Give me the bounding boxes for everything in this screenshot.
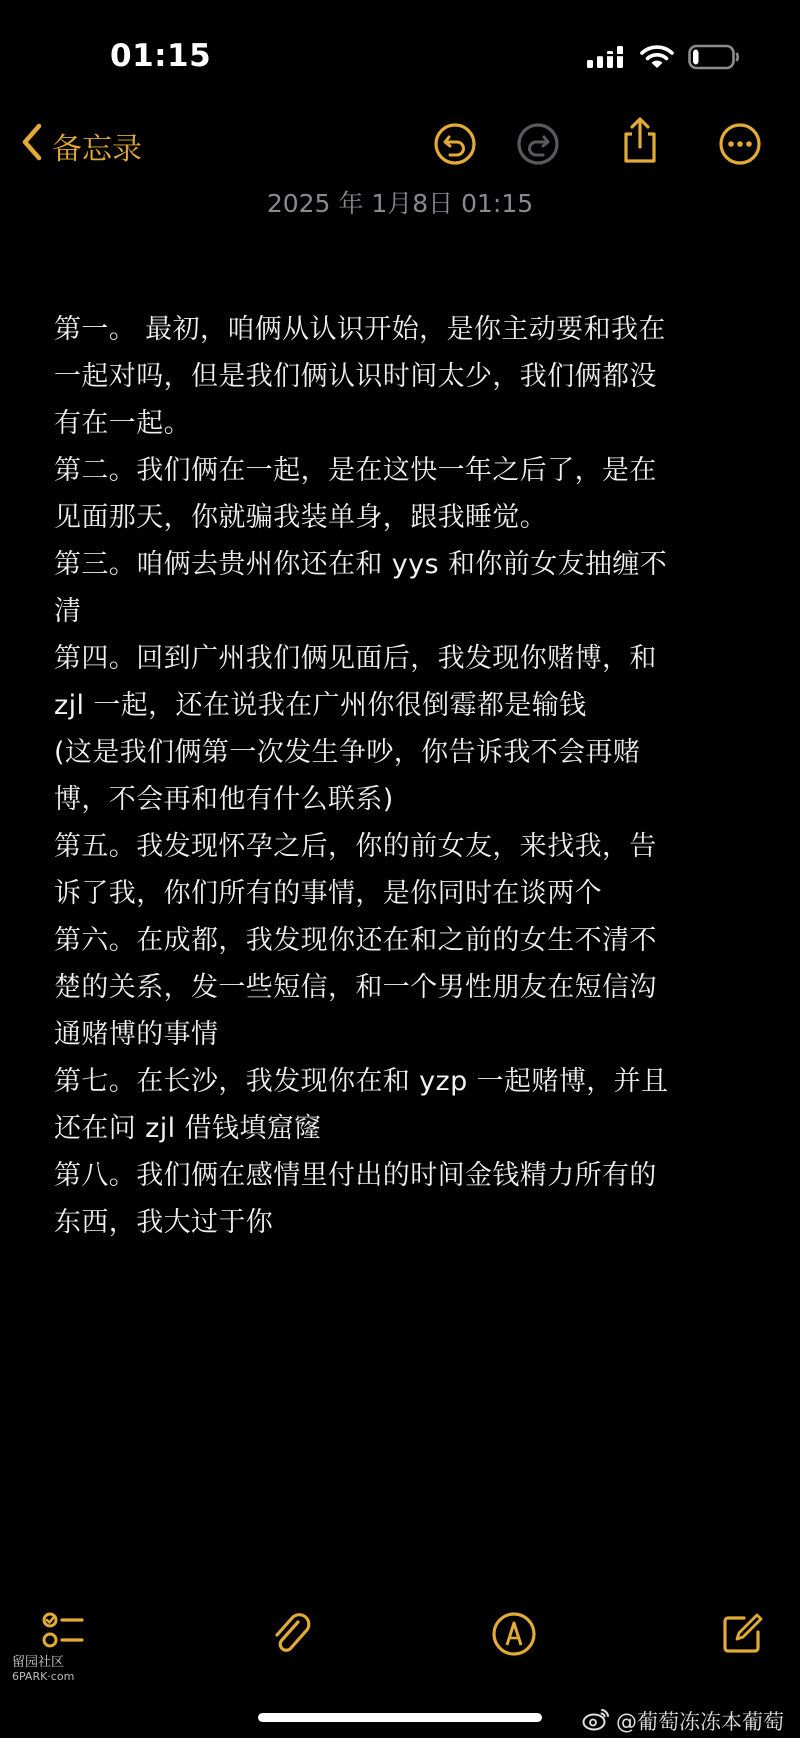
more-icon[interactable] bbox=[718, 122, 762, 166]
note-line: 诉了我，你们所有的事情，是你同时在谈两个 bbox=[54, 878, 602, 909]
note-line: 第七。在长沙，我发现你在和 yzp 一起赌博，并且 bbox=[54, 1066, 669, 1097]
note-line: 还在问 zjl 借钱填窟窿 bbox=[54, 1113, 322, 1144]
note-line: 第四。回到广州我们俩见面后，我发现你赌博，和 bbox=[54, 643, 657, 674]
chevron-left-icon bbox=[20, 122, 44, 170]
markup-icon[interactable] bbox=[490, 1610, 538, 1658]
note-line: 第五。我发现怀孕之后，你的前女友，来找我，告 bbox=[54, 831, 657, 862]
note-line: 第二。我们俩在一起，是在这快一年之后了，是在 bbox=[54, 455, 657, 486]
compose-icon[interactable] bbox=[718, 1610, 766, 1658]
home-indicator[interactable] bbox=[258, 1713, 542, 1722]
note-date: 2025 年 1月8日 01:15 bbox=[266, 189, 534, 218]
share-icon[interactable] bbox=[618, 116, 662, 160]
note-line: 清 bbox=[54, 596, 82, 627]
attachment-icon[interactable] bbox=[268, 1610, 316, 1658]
back-label: 备忘录 bbox=[52, 132, 142, 167]
nav-bar bbox=[0, 112, 800, 174]
note-line: 见面那天，你就骗我装单身，跟我睡觉。 bbox=[54, 502, 548, 533]
note-line: (这是我们俩第一次发生争吵，你告诉我不会再赌 bbox=[54, 737, 641, 768]
note-line: 第八。我们俩在感情里付出的时间金钱精力所有的 bbox=[54, 1160, 657, 1191]
back-button[interactable] bbox=[20, 122, 142, 170]
note-line: 东西，我大过于你 bbox=[54, 1207, 274, 1238]
checklist-icon[interactable] bbox=[38, 1610, 86, 1658]
battery-icon bbox=[688, 44, 740, 74]
note-line: 一起对吗，但是我们俩认识时间太少，我们俩都没 bbox=[54, 361, 657, 392]
weibo-icon bbox=[582, 1707, 610, 1736]
note-line: 楚的关系，发一些短信，和一个男性朋友在短信沟 bbox=[54, 972, 657, 1003]
note-line: 博，不会再和他有什么联系) bbox=[54, 784, 394, 815]
watermark-6park-title: 留园社区 bbox=[12, 1655, 65, 1670]
watermark-6park-sub: 6PARK·com bbox=[12, 1670, 75, 1683]
note-line: 有在一起。 bbox=[54, 408, 191, 439]
note-line: 第三。咱俩去贵州你还在和 yys 和你前女友抽缠不 bbox=[54, 549, 668, 580]
status-time: 01:15 bbox=[110, 38, 212, 74]
note-body[interactable] bbox=[54, 306, 754, 1246]
note-line: 通赌博的事情 bbox=[54, 1019, 219, 1050]
watermark-weibo-text: @葡萄冻冻本葡萄 bbox=[616, 1710, 784, 1734]
note-line: 第六。在成都，我发现你还在和之前的女生不清不 bbox=[54, 925, 657, 956]
redo-icon[interactable] bbox=[516, 122, 560, 166]
watermark-6park bbox=[12, 1656, 74, 1684]
undo-icon[interactable] bbox=[433, 122, 477, 166]
watermark-weibo bbox=[582, 1706, 784, 1736]
wifi-icon bbox=[640, 44, 674, 74]
status-bar bbox=[0, 0, 800, 110]
status-icons bbox=[586, 44, 740, 74]
note-line: zjl 一起，还在说我在广州你很倒霉都是输钱 bbox=[54, 690, 587, 721]
cellular-signal-icon bbox=[586, 45, 626, 73]
note-line: 第一。 最初，咱俩从认识开始，是你主动要和我在 bbox=[54, 314, 666, 345]
